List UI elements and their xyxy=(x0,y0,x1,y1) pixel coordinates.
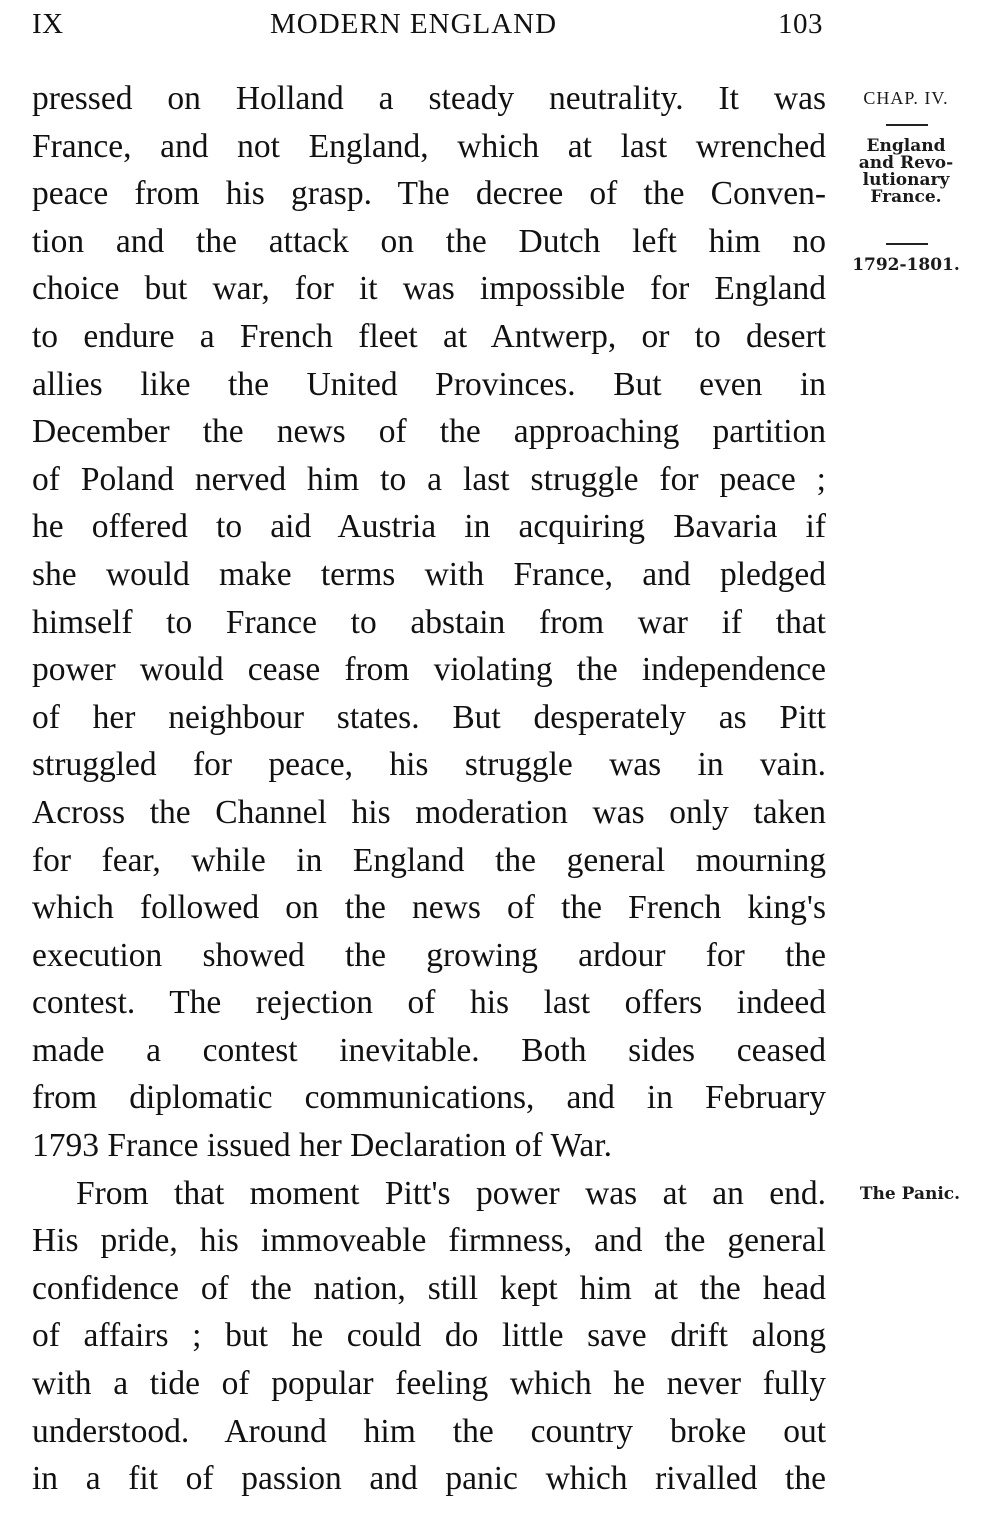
margin-topic-line: lutionary xyxy=(862,170,950,190)
text-line: From that moment Pitt's power was at an end. xyxy=(76,1174,826,1212)
text-line: peace from his grasp. The decree of the Conven- xyxy=(32,175,826,213)
text-line: struggled for peace, his struggle was in vain. xyxy=(32,746,826,784)
text-line: which followed on the news of the French king's xyxy=(32,889,826,927)
text-line: he offered to aid Austria in acquiring Bavaria if xyxy=(32,508,826,546)
margin-rule xyxy=(886,243,928,245)
page-number: 103 xyxy=(778,8,823,40)
text-line: understood. Around him the country broke out xyxy=(32,1412,826,1450)
text-line: made a contest inevitable. Both sides ceased xyxy=(32,1031,826,1069)
text-line: confidence of the nation, still kept him at the head xyxy=(32,1269,826,1307)
text-line: allies like the United Provinces. But even in xyxy=(32,365,826,403)
margin-dates: 1792-1801. xyxy=(852,255,960,275)
text-line: in a fit of passion and panic which rivalled the xyxy=(32,1460,826,1498)
margin-panic: The Panic. xyxy=(859,1184,961,1204)
text-line: France, and not England, which at last wrenched xyxy=(32,127,826,165)
text-line: power would cease from violating the independence xyxy=(32,651,826,689)
margin-topic-line: France. xyxy=(870,187,942,207)
text-line: Across the Channel his moderation was only taken xyxy=(32,793,826,831)
body-text xyxy=(32,75,826,1503)
text-line: execution showed the growing ardour for the xyxy=(32,936,826,974)
text-line: himself to France to abstain from war if that xyxy=(32,603,826,641)
margin-topic-line: England xyxy=(866,136,946,156)
text-line: she would make terms with France, and pledged xyxy=(32,555,826,593)
text-line: choice but war, for it was impossible for England xyxy=(32,270,826,308)
text-line: of affairs ; but he could do little save drift along xyxy=(32,1317,826,1355)
running-header xyxy=(0,8,1000,44)
text-line: contest. The rejection of his last offers indeed xyxy=(32,984,826,1022)
margin-chapter: CHAP. IV. xyxy=(863,88,949,108)
text-line: from diplomatic communications, and in February xyxy=(32,1079,826,1117)
margin-topic xyxy=(836,138,976,206)
text-line: of her neighbour states. But desperately as Pitt xyxy=(32,698,826,736)
book-title: MODERN ENGLAND xyxy=(270,8,558,40)
text-line: pressed on Holland a steady neutrality. It was xyxy=(32,80,826,117)
text-line: His pride, his immoveable firmness, and the general xyxy=(32,1222,826,1260)
text-line: December the news of the approaching partition xyxy=(32,413,826,451)
text-line: tion and the attack on the Dutch left him no xyxy=(32,222,826,260)
text-line: to endure a French fleet at Antwerp, or to desert xyxy=(32,317,826,355)
text-line: 1793 France issued her Declaration of War. xyxy=(32,1127,612,1165)
text-line: of Poland nerved him to a last struggle for peace ; xyxy=(32,460,826,498)
margin-topic-line: and Revo- xyxy=(858,153,954,173)
text-line: for fear, while in England the general mourning xyxy=(32,841,826,879)
text-line: with a tide of popular feeling which he never fully xyxy=(32,1365,826,1403)
chapter-number: IX xyxy=(32,8,64,40)
margin-rule xyxy=(886,124,928,126)
